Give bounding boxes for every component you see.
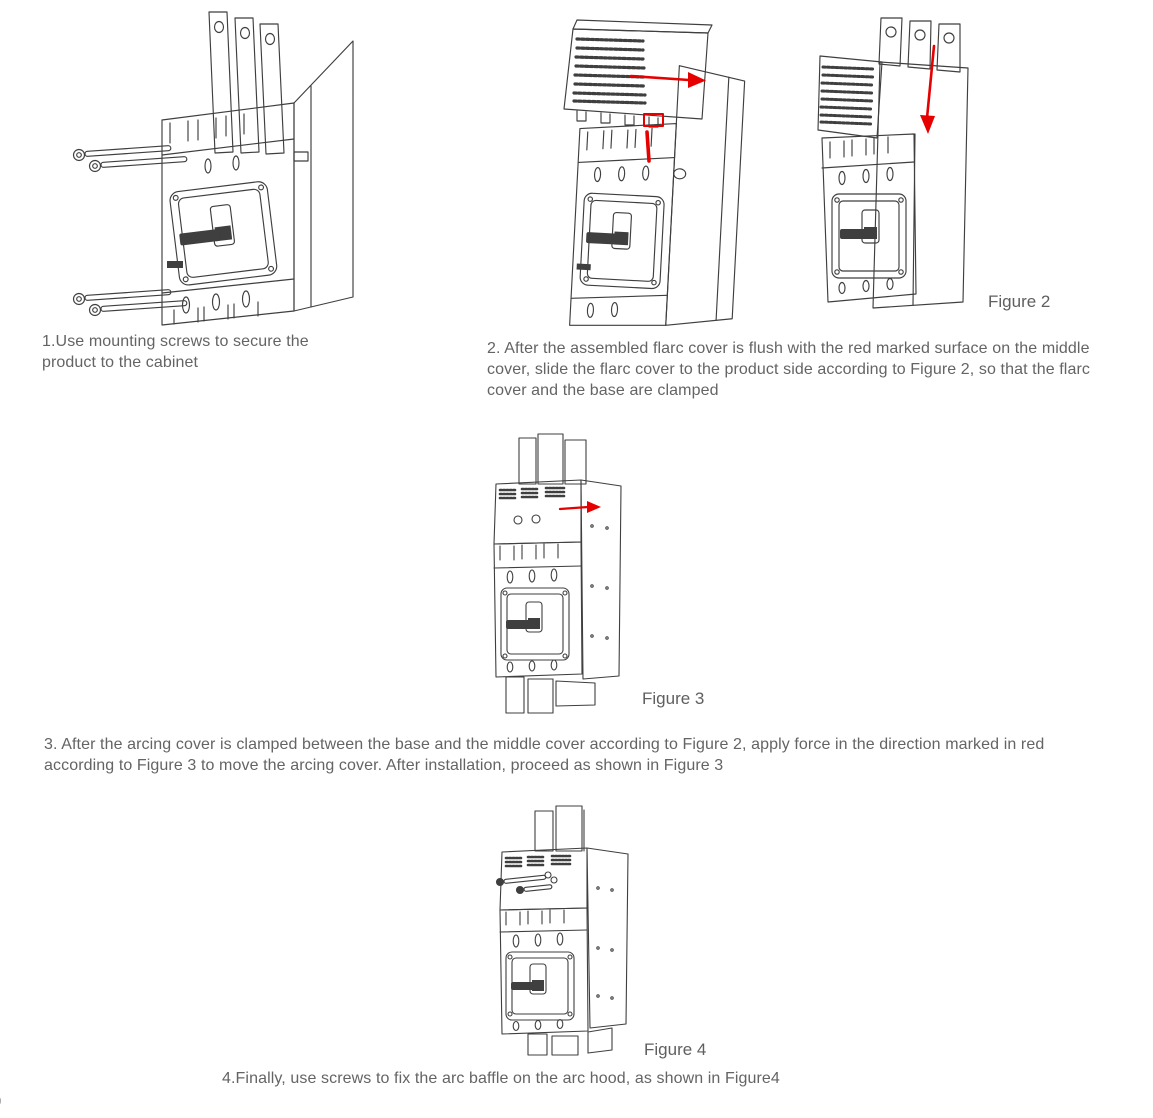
busbars-bottom — [506, 677, 595, 713]
figure3-drawing — [488, 434, 640, 714]
figure-3-caption: Figure 3 — [642, 689, 705, 708]
red-marker-line — [647, 132, 649, 161]
mounting-screws-top-icon — [74, 146, 187, 172]
step-2-text: 2. After the assembled flarc cover is flush with the red marked surface on the middle cover, slide the flarc cover to the product side according to Figure 2, so that the flarc cover and the base are clamped — [487, 340, 1090, 399]
breaker-front-panel — [822, 134, 916, 302]
step-3-text: 3. After the arcing cover is clamped between the base and the middle cover according to Figure 2, apply force in the direction marked in red according to Figure 3 to move the arcing cover. After installation, proceed as shown in Figure 3 — [44, 736, 1045, 774]
busbars-top — [519, 434, 586, 484]
flarc-cover — [818, 56, 882, 138]
busbar-tabs — [879, 18, 960, 72]
breaker-front-panel — [494, 542, 582, 677]
figure-4-caption: Figure 4 — [644, 1040, 707, 1059]
breaker-mounting-drawing — [58, 2, 380, 332]
breaker-front-panel — [169, 181, 278, 286]
step-4-text: 4.Finally, use screws to fix the arc baffle on the arc hood, as shown in Figure4 — [222, 1070, 780, 1087]
breaker-front-panel — [500, 908, 588, 1034]
figure2-press-down-drawing — [818, 12, 988, 317]
press-down-arrow-icon — [920, 46, 935, 134]
mounting-screws-bottom-icon — [74, 290, 187, 316]
figure4-drawing — [492, 806, 652, 1056]
baffle-screws-icon — [497, 875, 553, 893]
figure-2-caption: Figure 2 — [988, 292, 1051, 311]
page-number-fragment — [0, 1093, 1, 1110]
flarc-cover — [494, 480, 581, 544]
busbars-top — [535, 806, 584, 851]
step-1-text: 1.Use mounting screws to secure the product to the cabinet — [42, 333, 309, 371]
busbars — [209, 12, 284, 154]
